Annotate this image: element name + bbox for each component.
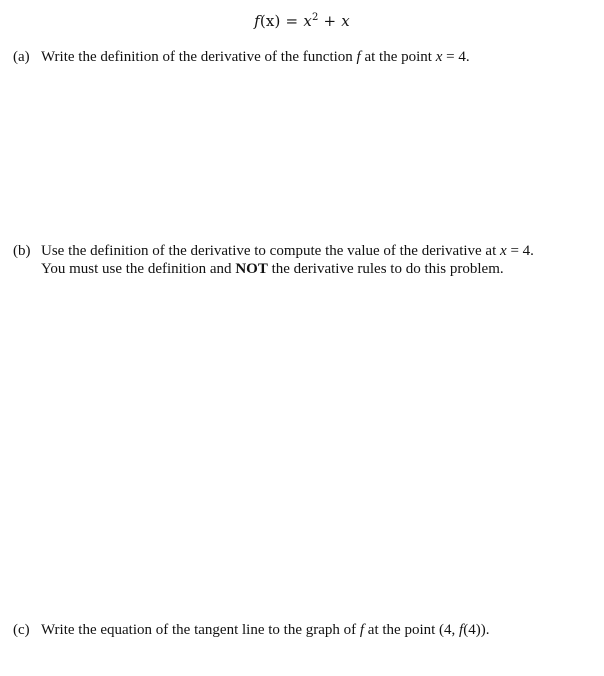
- question-part-c: [13, 621, 598, 639]
- part-c-text-after: (4)).: [463, 622, 490, 638]
- part-b-line2-after: the derivative rules to do this problem.: [267, 261, 504, 277]
- part-b-text: Use the definition of the derivative to compute the value of the derivative at: [41, 243, 501, 259]
- squared-term: x: [303, 12, 312, 30]
- question-part-a: [13, 48, 598, 66]
- linear-term: x: [341, 12, 350, 30]
- question-part-b: [13, 242, 598, 278]
- part-b-line2-before: You must use the definition and: [41, 261, 236, 277]
- part-a-text-after: = 4.: [442, 49, 470, 65]
- part-c-math-f2: f: [459, 622, 464, 638]
- part-a-text: Write the definition of the derivative of the function: [41, 49, 357, 65]
- plus-sign: +: [318, 12, 342, 30]
- part-b-label: (b): [13, 243, 31, 259]
- part-b-line-2: [13, 260, 598, 278]
- equals-sign: =: [280, 12, 304, 30]
- function-equation: [0, 12, 604, 30]
- exponent: 2: [311, 12, 319, 23]
- part-a-text-mid: at the point: [360, 49, 436, 65]
- part-a-label: (a): [13, 49, 30, 65]
- function-name: f: [254, 12, 260, 30]
- part-b-line-1: [13, 242, 598, 260]
- part-b-text-after: = 4.: [506, 243, 534, 259]
- part-c-label: (c): [13, 622, 30, 638]
- part-c-math-f: f: [359, 622, 365, 638]
- part-a-math-x: x: [435, 49, 443, 65]
- part-a-math-f: f: [356, 49, 361, 65]
- part-c-text-mid: at the point (4,: [364, 622, 460, 638]
- part-c-text: Write the equation of the tangent line to the graph of: [41, 622, 360, 638]
- part-b-emphasis: NOT: [235, 261, 268, 277]
- function-argument: (x): [259, 12, 281, 30]
- part-b-math-x: x: [500, 243, 507, 259]
